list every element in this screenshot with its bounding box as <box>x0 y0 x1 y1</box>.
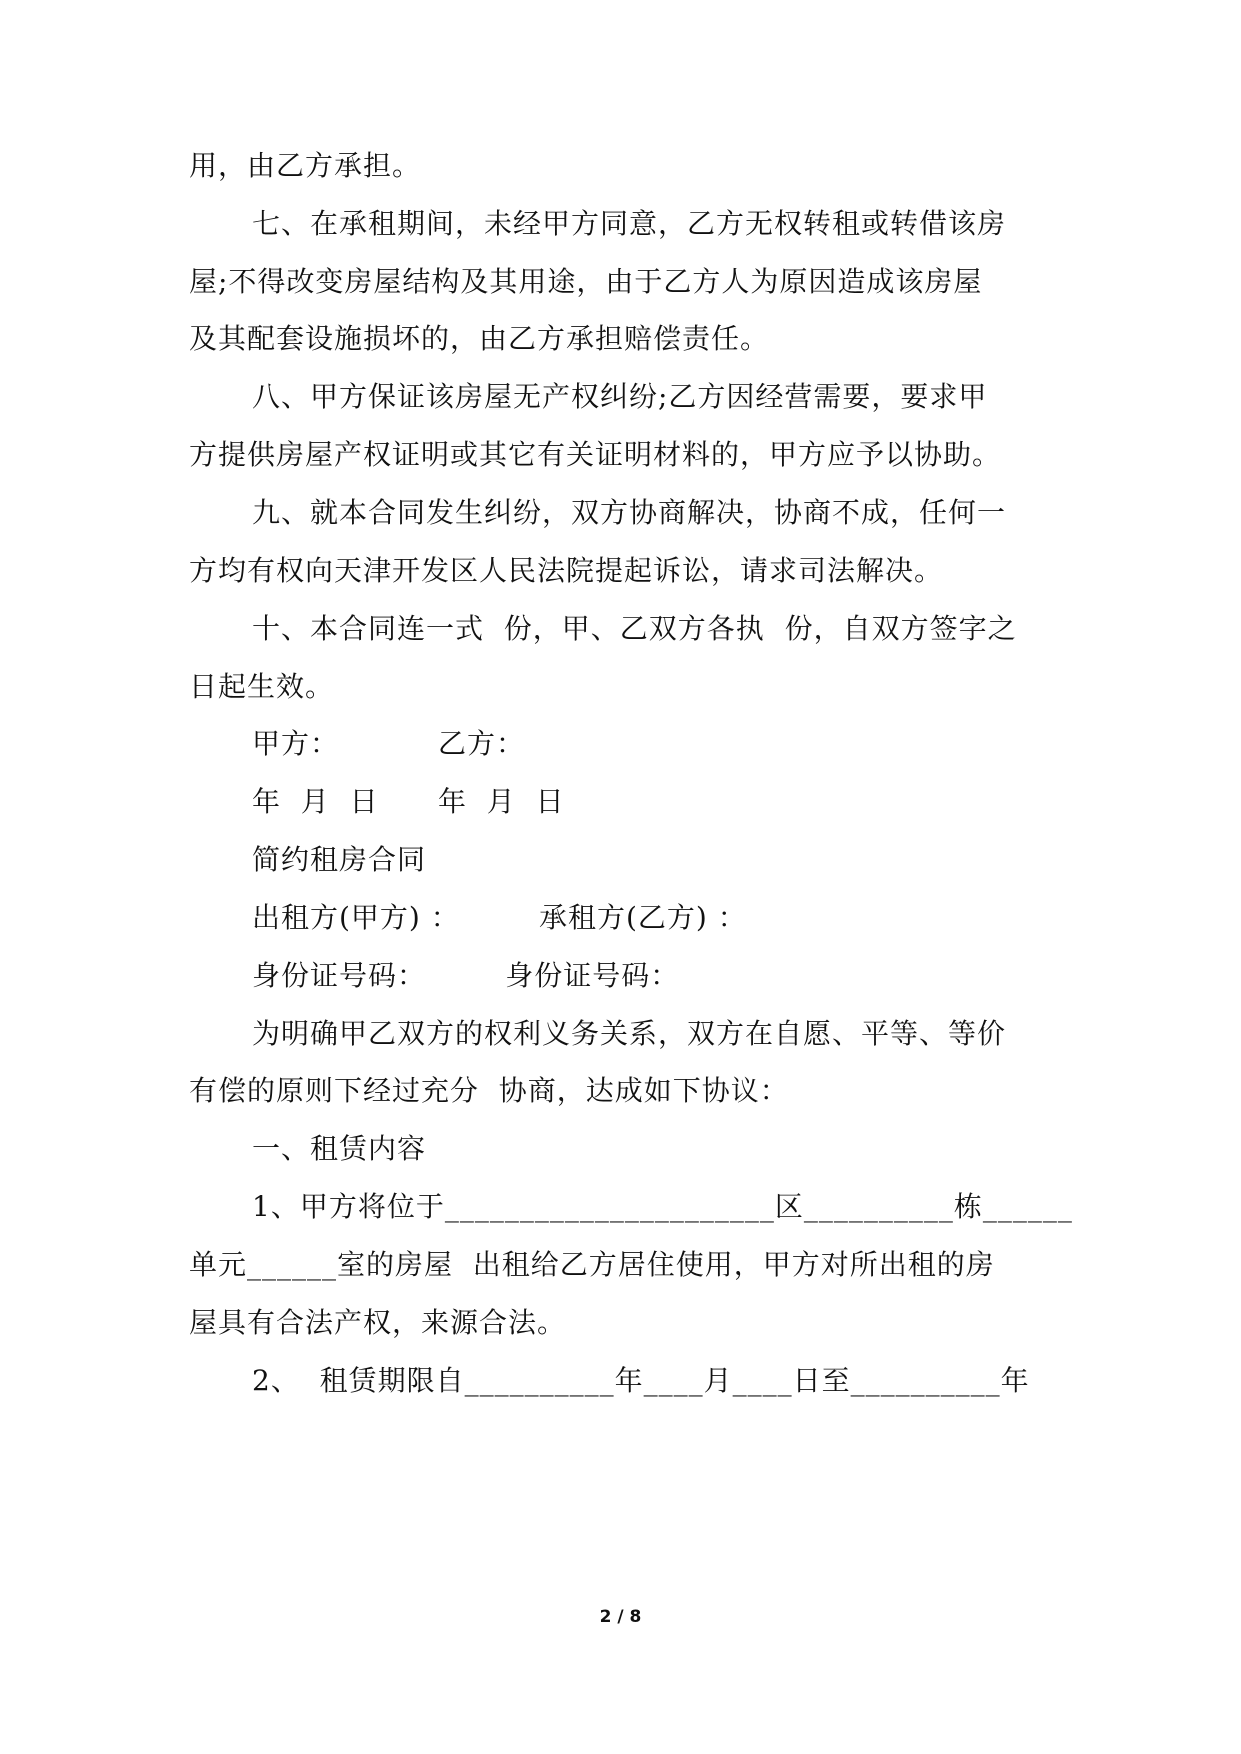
text-line: 日起生效。 <box>189 670 335 703</box>
text-line: 八、甲方保证该房屋无产权纠纷;乙方因经营需要，要求甲 <box>252 380 988 413</box>
signature-date-line: 年 月 日 年 月 日 <box>252 785 565 818</box>
text-line: 单元______室的房屋 出租给乙方居住使用，甲方对所出租的房 <box>189 1248 995 1281</box>
text-line: 方提供房屋产权证明或其它有关证明材料的，甲方应予以协助。 <box>189 438 1002 471</box>
text-line: 2、 租赁期限自__________年____月____日至__________年 <box>252 1364 1030 1397</box>
text-line: 为明确甲乙双方的权利义务关系，双方在自愿、平等、等价 <box>252 1017 1007 1050</box>
text-line: 有偿的原则下经过充分 协商，达成如下协议： <box>189 1074 789 1107</box>
text-line: 用，由乙方承担。 <box>189 149 422 182</box>
section-heading: 一、租赁内容 <box>252 1132 427 1165</box>
contract-title: 简约租房合同 <box>252 843 427 876</box>
text-line: 七、在承租期间，未经甲方同意，乙方无权转租或转借该房 <box>252 207 1007 240</box>
text-line: 出租方(甲方) ： 承租方(乙方) ： <box>252 901 747 934</box>
text-line: 九、就本合同发生纠纷，双方协商解决，协商不成，任何一 <box>252 496 1007 529</box>
text-line: 方均有权向天津开发区人民法院提起诉讼，请求司法解决。 <box>189 554 944 587</box>
text-line: 屋具有合法产权，来源合法。 <box>189 1306 567 1339</box>
page-number: 2 / 8 <box>599 1607 642 1627</box>
text-line: 1、甲方将位于______________________区__________栋______ <box>252 1190 1073 1223</box>
text-line: 屋;不得改变房屋结构及其用途，由于乙方人为原因造成该房屋 <box>189 265 983 298</box>
text-line: 十、本合同连一式 份，甲、乙双方各执 份，自双方签字之 <box>252 612 1017 645</box>
text-line: 身份证号码： 身份证号码： <box>252 959 680 992</box>
signature-party-line: 甲方： 乙方： <box>252 727 526 760</box>
text-line: 及其配套设施损坏的，由乙方承担赔偿责任。 <box>189 322 770 355</box>
